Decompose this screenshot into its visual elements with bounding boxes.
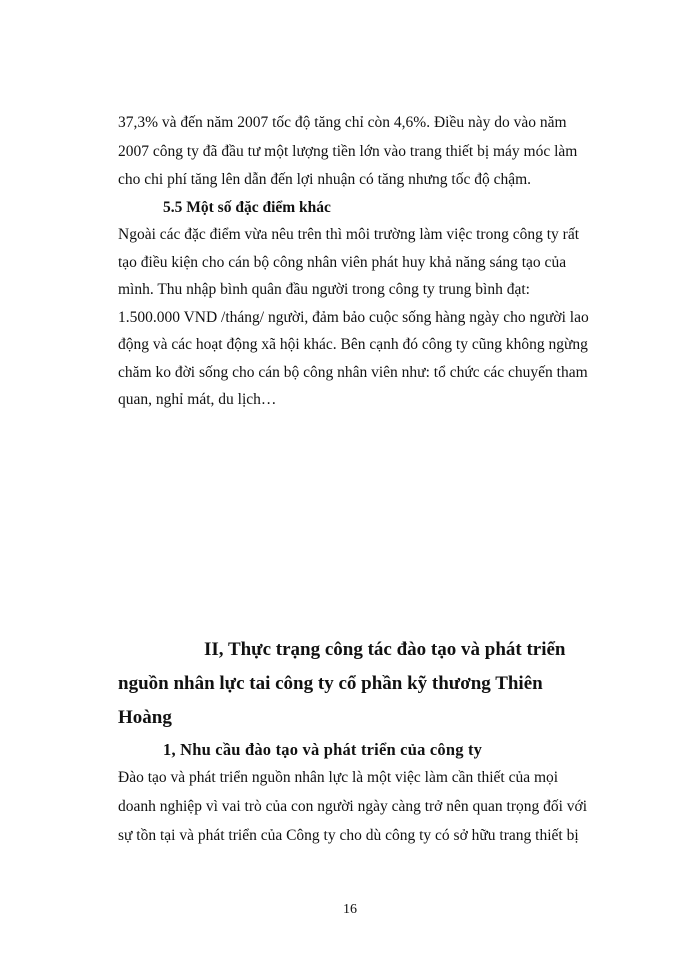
- page-number: 16: [343, 902, 357, 917]
- paragraph-2-line-6: chăm ko đời sống cho cán bộ công nhân viên như: tổ chức các chuyến tham: [118, 364, 588, 381]
- section-1-heading: 1, Nhu cầu đào tạo và phát triển của công ty: [163, 740, 483, 759]
- paragraph-3-line-2: doanh nghiệp vì vai trò của con người ngày càng trở nên quan trọng đối với: [118, 798, 588, 815]
- chapter-heading-line-3: Hoàng: [118, 707, 172, 728]
- paragraph-3-line-1: Đào tạo và phát triển nguồn nhân lực là một việc làm cần thiết của mọi: [118, 769, 559, 786]
- chapter-heading-line-1: II, Thực trạng công tác đào tạo và phát triển: [204, 639, 566, 660]
- paragraph-2-line-4: 1.500.000 VND /tháng/ người, đảm bảo cuộc sống hàng ngày cho người lao: [118, 309, 589, 326]
- paragraph-1-line-2: 2007 công ty đã đầu tư một lượng tiền lớn vào trang thiết bị máy móc làm: [118, 143, 578, 160]
- paragraph-2-line-1: Ngoài các đặc điểm vừa nêu trên thì môi trường làm việc trong công ty rất: [118, 226, 580, 243]
- paragraph-1-line-3: cho chi phí tăng lên dẫn đến lợi nhuận có tăng nhưng tốc độ chậm.: [118, 171, 532, 188]
- paragraph-2-line-5: động và các hoạt động xã hội khác. Bên cạnh đó công ty cũng không ngừng: [118, 336, 588, 353]
- paragraph-1-line-1: 37,3% và đến năm 2007 tốc độ tăng chỉ còn 4,6%. Điều này do vào năm: [118, 114, 567, 131]
- paragraph-2-line-7: quan, nghỉ mát, du lịch…: [118, 391, 277, 408]
- chapter-heading-line-2: nguồn nhân lực tai công ty cổ phần kỹ thương Thiên: [118, 673, 543, 694]
- paragraph-3-line-3: sự tồn tại và phát triển của Công ty cho dù công ty có sở hữu trang thiết bị: [118, 827, 579, 844]
- paragraph-2-line-2: tạo điều kiện cho cán bộ công nhân viên phát huy khả năng sáng tạo của: [118, 254, 567, 271]
- section-5-5-heading: 5.5 Một số đặc điểm khác: [163, 199, 331, 216]
- paragraph-2-line-3: mình. Thu nhập bình quân đầu người trong công ty trung bình đạt:: [118, 281, 530, 298]
